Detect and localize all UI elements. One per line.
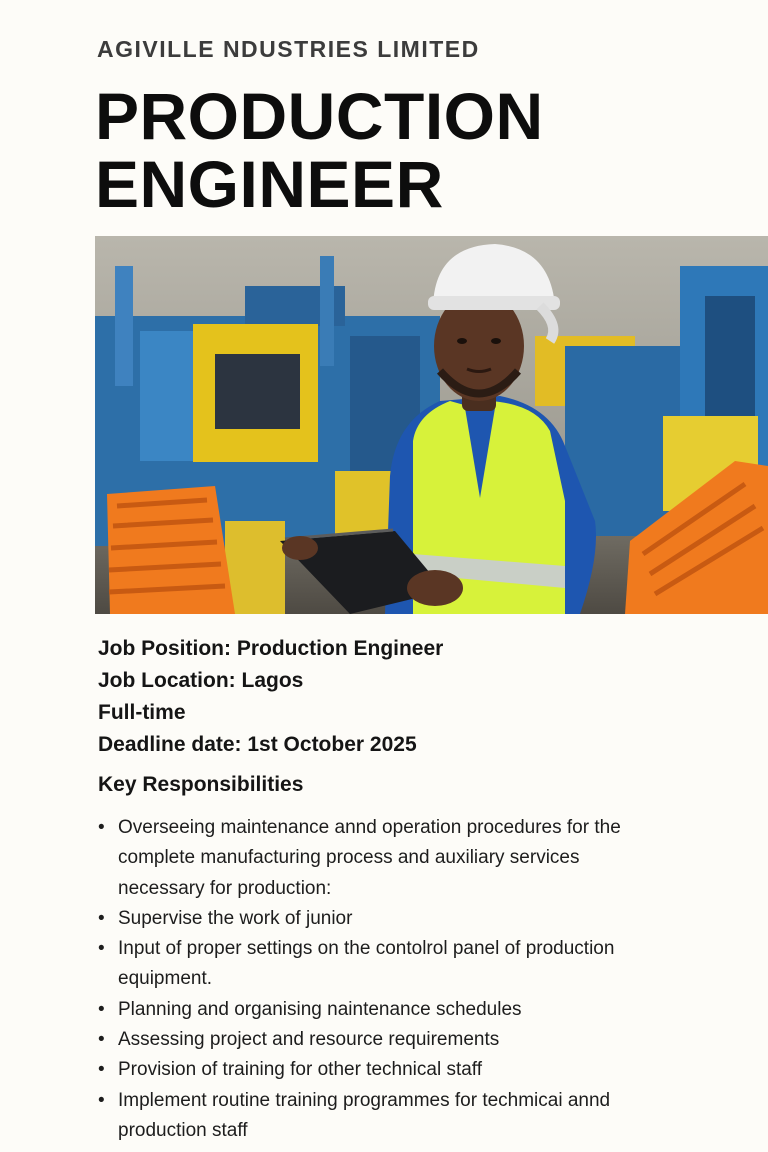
list-item: • Assessing project and resource requirements <box>98 1025 698 1055</box>
job-deadline: Deadline date: 1st October 2025 <box>98 733 417 756</box>
hero-photo <box>95 236 768 614</box>
title-line-1: PRODUCTION <box>95 79 544 153</box>
list-item: • Implement routine training programmes for techmicai annd production staff <box>98 1086 678 1147</box>
page-title <box>95 79 544 221</box>
responsibilities-heading: Key Responsibilities <box>98 773 304 796</box>
responsibilities-list <box>98 813 698 1146</box>
list-item: • Overseeing maintenance annd operation procedures for the complete manufacturing process and auxiliary services necessary for production: <box>98 813 638 904</box>
list-item: • Planning and organising naintenance schedules <box>98 995 698 1025</box>
list-item: • Supervise the work of junior <box>98 904 698 934</box>
job-location: Job Location: Lagos <box>98 669 304 692</box>
list-item: • Provision of training for other technical staff <box>98 1055 698 1085</box>
job-position: Job Position: Production Engineer <box>98 637 444 660</box>
list-item: • Input of proper settings on the contolrol panel of production equipment. <box>98 934 678 995</box>
job-details <box>98 633 443 761</box>
company-name: AGIVILLE NDUSTRIES LIMITED <box>97 36 480 62</box>
job-type: Full-time <box>98 701 186 724</box>
title-line-2: ENGINEER <box>95 147 444 221</box>
